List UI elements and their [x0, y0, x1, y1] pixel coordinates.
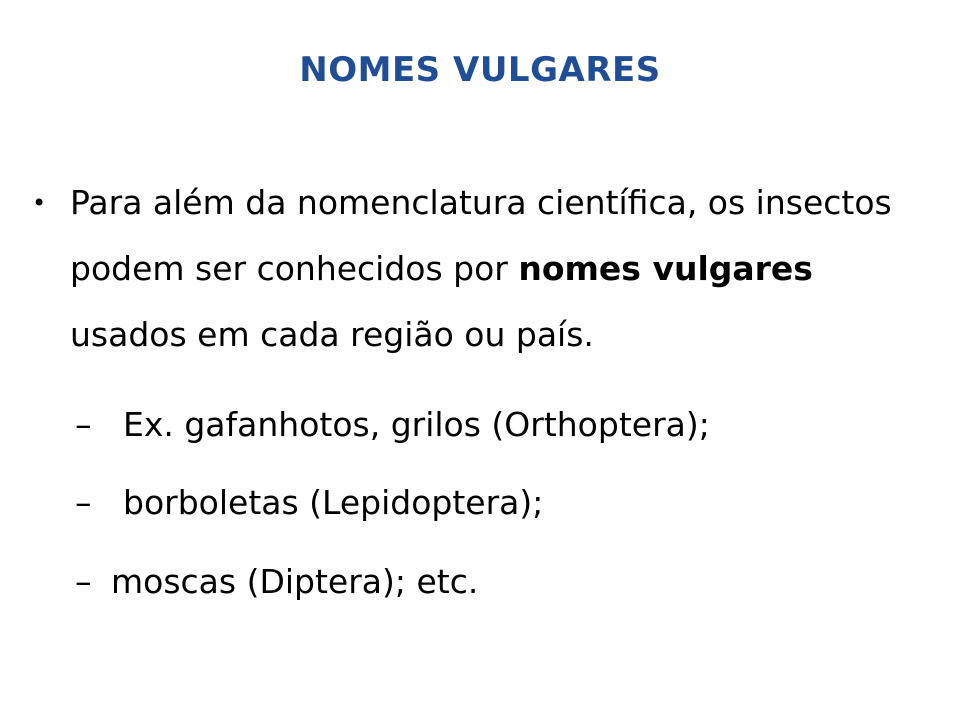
subitem-text: moscas (Diptera); etc. [111, 562, 479, 601]
subitem-lepidoptera [75, 483, 543, 523]
bullet-text-bold: nomes vulgares [518, 249, 813, 288]
subitem-diptera [75, 562, 478, 602]
slide-title: NOMES VULGARES [299, 50, 661, 90]
subitem-text: Ex. gafanhotos, grilos (Orthoptera); [123, 405, 710, 444]
bullet-text [70, 170, 910, 368]
bullet-item [30, 170, 910, 368]
subitem-dash: – [75, 562, 92, 601]
subitem-dash: – [75, 405, 92, 444]
subitem-dash: – [75, 483, 92, 522]
bullet-text-part2: usados em cada região ou país. [70, 315, 594, 354]
bullet-list [30, 170, 910, 368]
subitem-text: borboletas (Lepidoptera); [123, 483, 544, 522]
bullet-marker: • [32, 189, 47, 217]
bullet-text-part1: Para além da nomenclatura científica, os insectos podem ser conhecidos por [70, 183, 892, 288]
subitem-orthoptera [75, 405, 710, 445]
